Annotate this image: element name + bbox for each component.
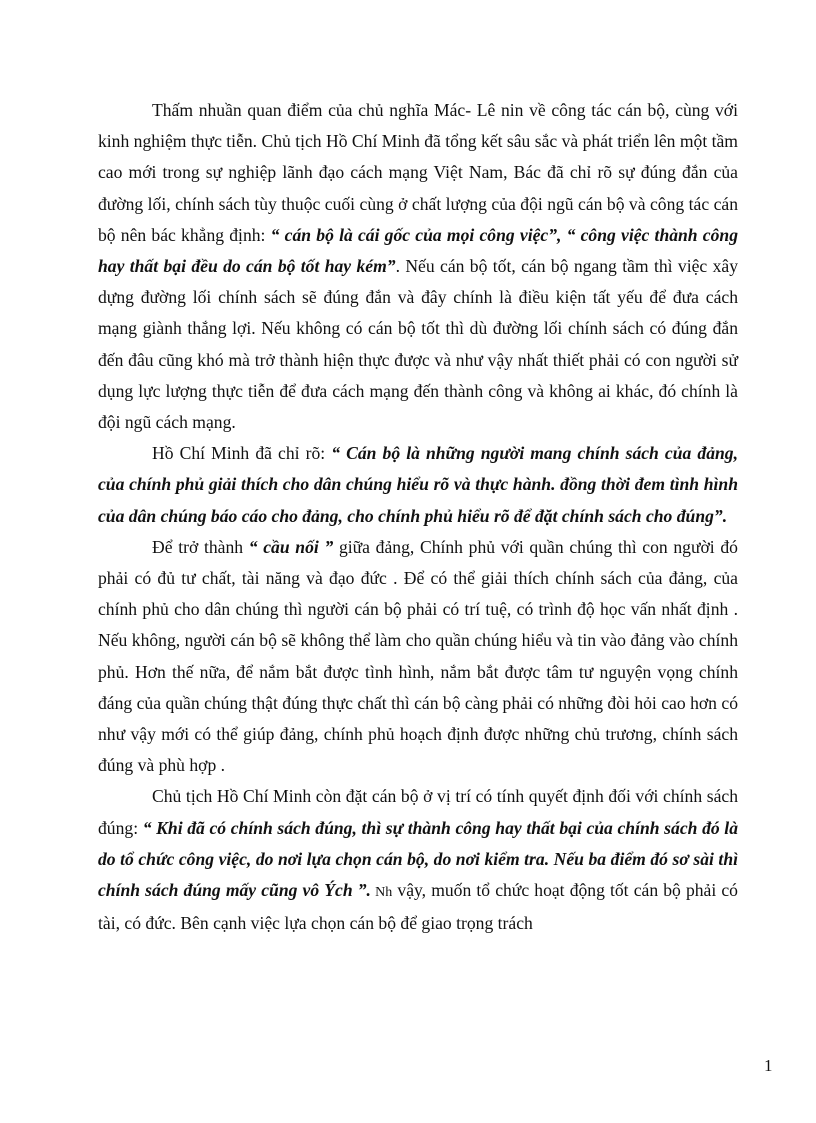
paragraph-3-text-a: Để trở thành [152, 536, 249, 557]
paragraph-2-quote: “ Cán bộ là những người mang chính sách của đảng, của chính phủ giải thích cho dân chúng hiểu rõ và thực hành. đồng thời đem tình hình của dân chúng báo cáo cho đảng, cho chính phủ hiểu rõ để đặt chính sách cho đúng”. [98, 443, 738, 526]
paragraph-3-text-b: giữa đảng, Chính phủ với quần chúng thì con người đó phải có đủ tư chất, tài năng và đạo đức . Để có thể giải thích chính sách của đảng, của chính phủ cho dân chúng thì người cán bộ phải có trí tuệ, có trình độ học vấn nhất định . Nếu không, người cán bộ sẽ không thể làm cho quần chúng hiểu và tin vào đảng vào chính phủ. Hơn thế nữa, để nắm bắt được tình hình, nắm bắt được tâm tư nguyện vọng chính đáng của quần chúng thật đúng thực chất thì cán bộ càng phải có những đòi hỏi cao hơn có như vậy mới có thể giúp đảng, chính phủ hoạch định được những chủ trương, chính sách đúng và phù hợp . [98, 536, 738, 776]
paragraph-4-quote: “ Khi đã có chính sách đúng, thì sự thành công hay thất bại của chính sách đó là do tổ chức công việc, do nơi lựa chọn cán bộ, do nơi kiểm tra. Nếu ba điểm đó sơ sài thì chính sách đúng mấy cũng vô Ých ”. [98, 817, 738, 901]
paragraph-1-text-a: Thấm nhuần quan điểm của chủ nghĩa Mác- Lê nin về công tác cán bộ, cùng với kinh nghiệm thực tiễn. Chủ tịch Hồ Chí Minh đã tổng kết sâu sắc và phát triển lên một tầm cao mới trong sự nghiệp lãnh đạo cách mạng Việt Nam, Bác đã chỉ rõ sự đúng đắn của đường lối, chính sách tùy thuộc cuối cùng ở chất lượng của đội ngũ cán bộ và công tác cán bộ nên bác khẳng định: [98, 100, 738, 245]
page-number: 1 [764, 1056, 773, 1075]
paragraph-1-text-b: . Nếu cán bộ tốt, cán bộ ngang tầm thì việc xây dựng đường lối chính sách sẽ đúng đắn và đây chính là điều kiện tất yếu để đưa cách mạng giành thắng lợi. Nếu không có cán bộ tốt thì dù đường lối chính sách có đúng đắn đến đâu cũng khó mà trở thành hiện thực được và như vậy nhất thiết phải có con người sử dụng lực lượng thực tiễn để đưa cách mạng đến thành công và không ai khác, đó chính là đội ngũ cách mạng. [98, 256, 738, 433]
paragraph-3-quote: “ cầu nối ” [248, 536, 334, 557]
paragraph-4-text-b: vậy, muốn tổ chức hoạt động tốt cán bộ phải có tài, có đức. Bên cạnh việc lựa chọn cán bộ để giao trọng trách [98, 880, 738, 934]
paragraph-4-fragment: Nh [370, 885, 393, 901]
paragraph-4-text-a: Chủ tịch Hồ Chí Minh còn đặt cán bộ ở vị trí có tính quyết định đối với chính sách đúng: [98, 786, 738, 838]
paragraph-2 [98, 438, 738, 532]
paragraph-1 [98, 95, 738, 438]
paragraph-2-text-a: Hồ Chí Minh đã chỉ rõ: [152, 443, 332, 464]
paragraph-4 [98, 781, 738, 939]
document-body [98, 95, 738, 939]
paragraph-3 [98, 532, 738, 782]
paragraph-1-quote: “ cán bộ là cái gốc của mọi công việc”, “ công việc thành công hay thất bại đều do cán bộ tốt hay kém” [98, 224, 738, 277]
